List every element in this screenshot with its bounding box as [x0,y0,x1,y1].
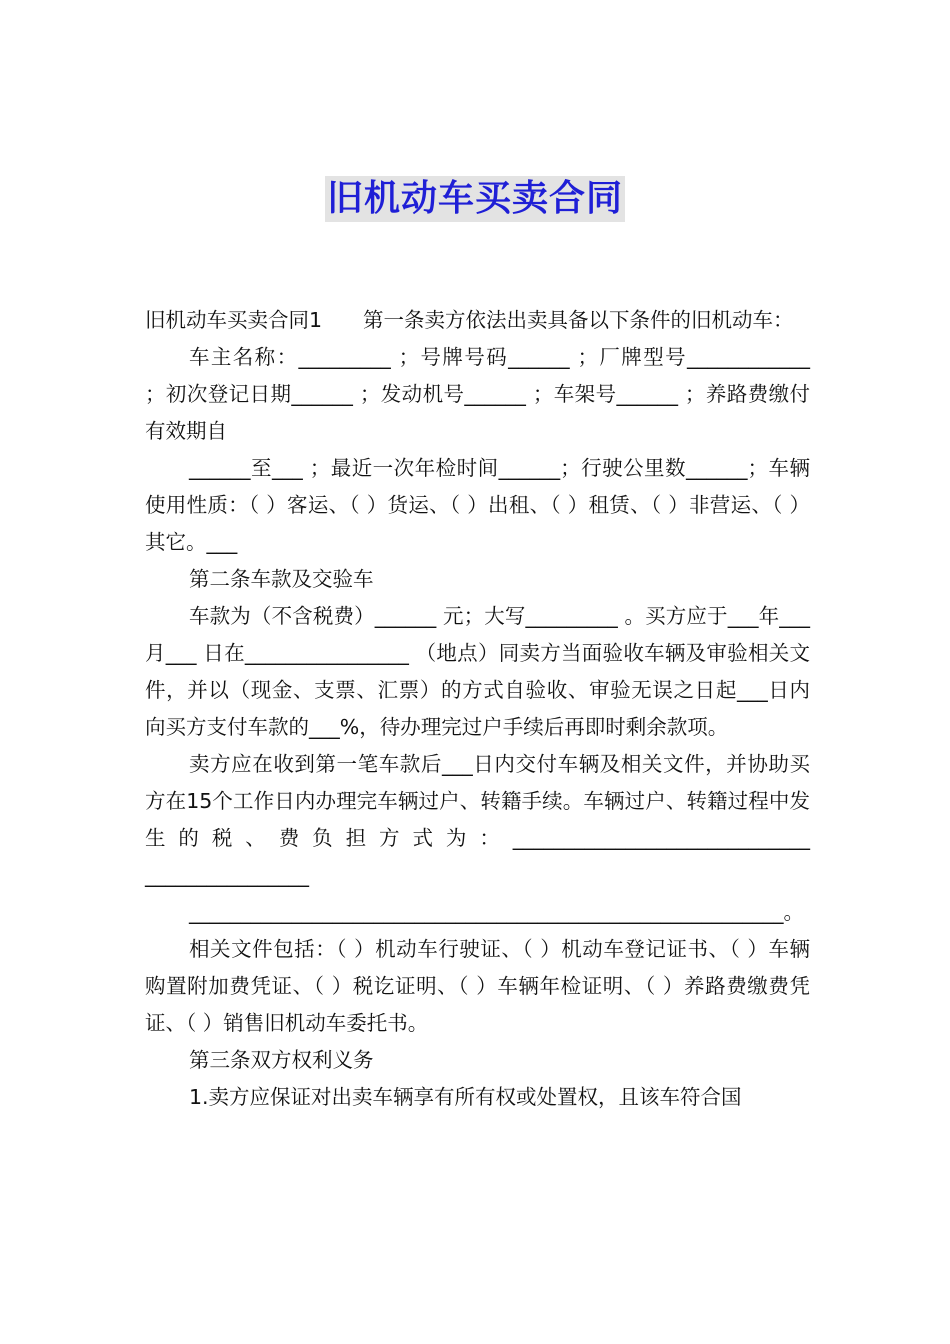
contract-body [145,302,810,1116]
paragraph-blank-line: __________________________________________________________。 [189,900,804,924]
heading-article-2: 第二条车款及交验车 [189,567,374,591]
paragraph-seller-obligation: 1.卖方应保证对出卖车辆享有所有权或处置权，且该车符合国 [189,1085,742,1109]
paragraph-payment: 车款为（不含税费）______ 元；大写_________ 。买方应于___年___ 月___ 日在________________ （地点）同卖方当面验收车辆及审验相关文件，并以（现金、支票、汇票）的方式自验收、审验无误之日起___日内向买方支付车款的___%，待办理完过户手续后再即时剩余款项。 [145,604,810,739]
paragraph-vehicle-info: 车主名称：_________ ；号牌号码______ ；厂牌型号____________ ；初次登记日期______ ；发动机号______ ；车架号______ ；养路费缴付有效期自 [145,345,810,443]
paragraph-vehicle-usage: ______至___ ；最近一次年检时间______；行驶公里数______；车辆使用性质：（ ）客运、（ ）货运、（ ）出租、（ ）租赁、（ ）非营运、（ ）其它。___ [145,456,810,554]
document-title: 旧机动车买卖合同 [325,176,625,222]
paragraph-delivery: 卖方应在收到第一笔车款后___日内交付车辆及相关文件，并协助买方在15个工作日内办理完车辆过户、转籍手续。车辆过户、转籍过程中发生的税、费负担方式为：_____________________________ ________________ [145,752,810,887]
paragraph-documents: 相关文件包括：（ ）机动车行驶证、（ ）机动车登记证书、（ ）车辆购置附加费凭证、（ ）税讫证明、（ ）车辆年检证明、（ ）养路费缴费凭证、（ ）销售旧机动车委托书。 [145,937,810,1035]
paragraph-intro: 旧机动车买卖合同1 第一条卖方依法出卖具备以下条件的旧机动车： [145,308,794,332]
heading-article-3: 第三条双方权利义务 [189,1048,374,1072]
title-container [0,176,950,222]
